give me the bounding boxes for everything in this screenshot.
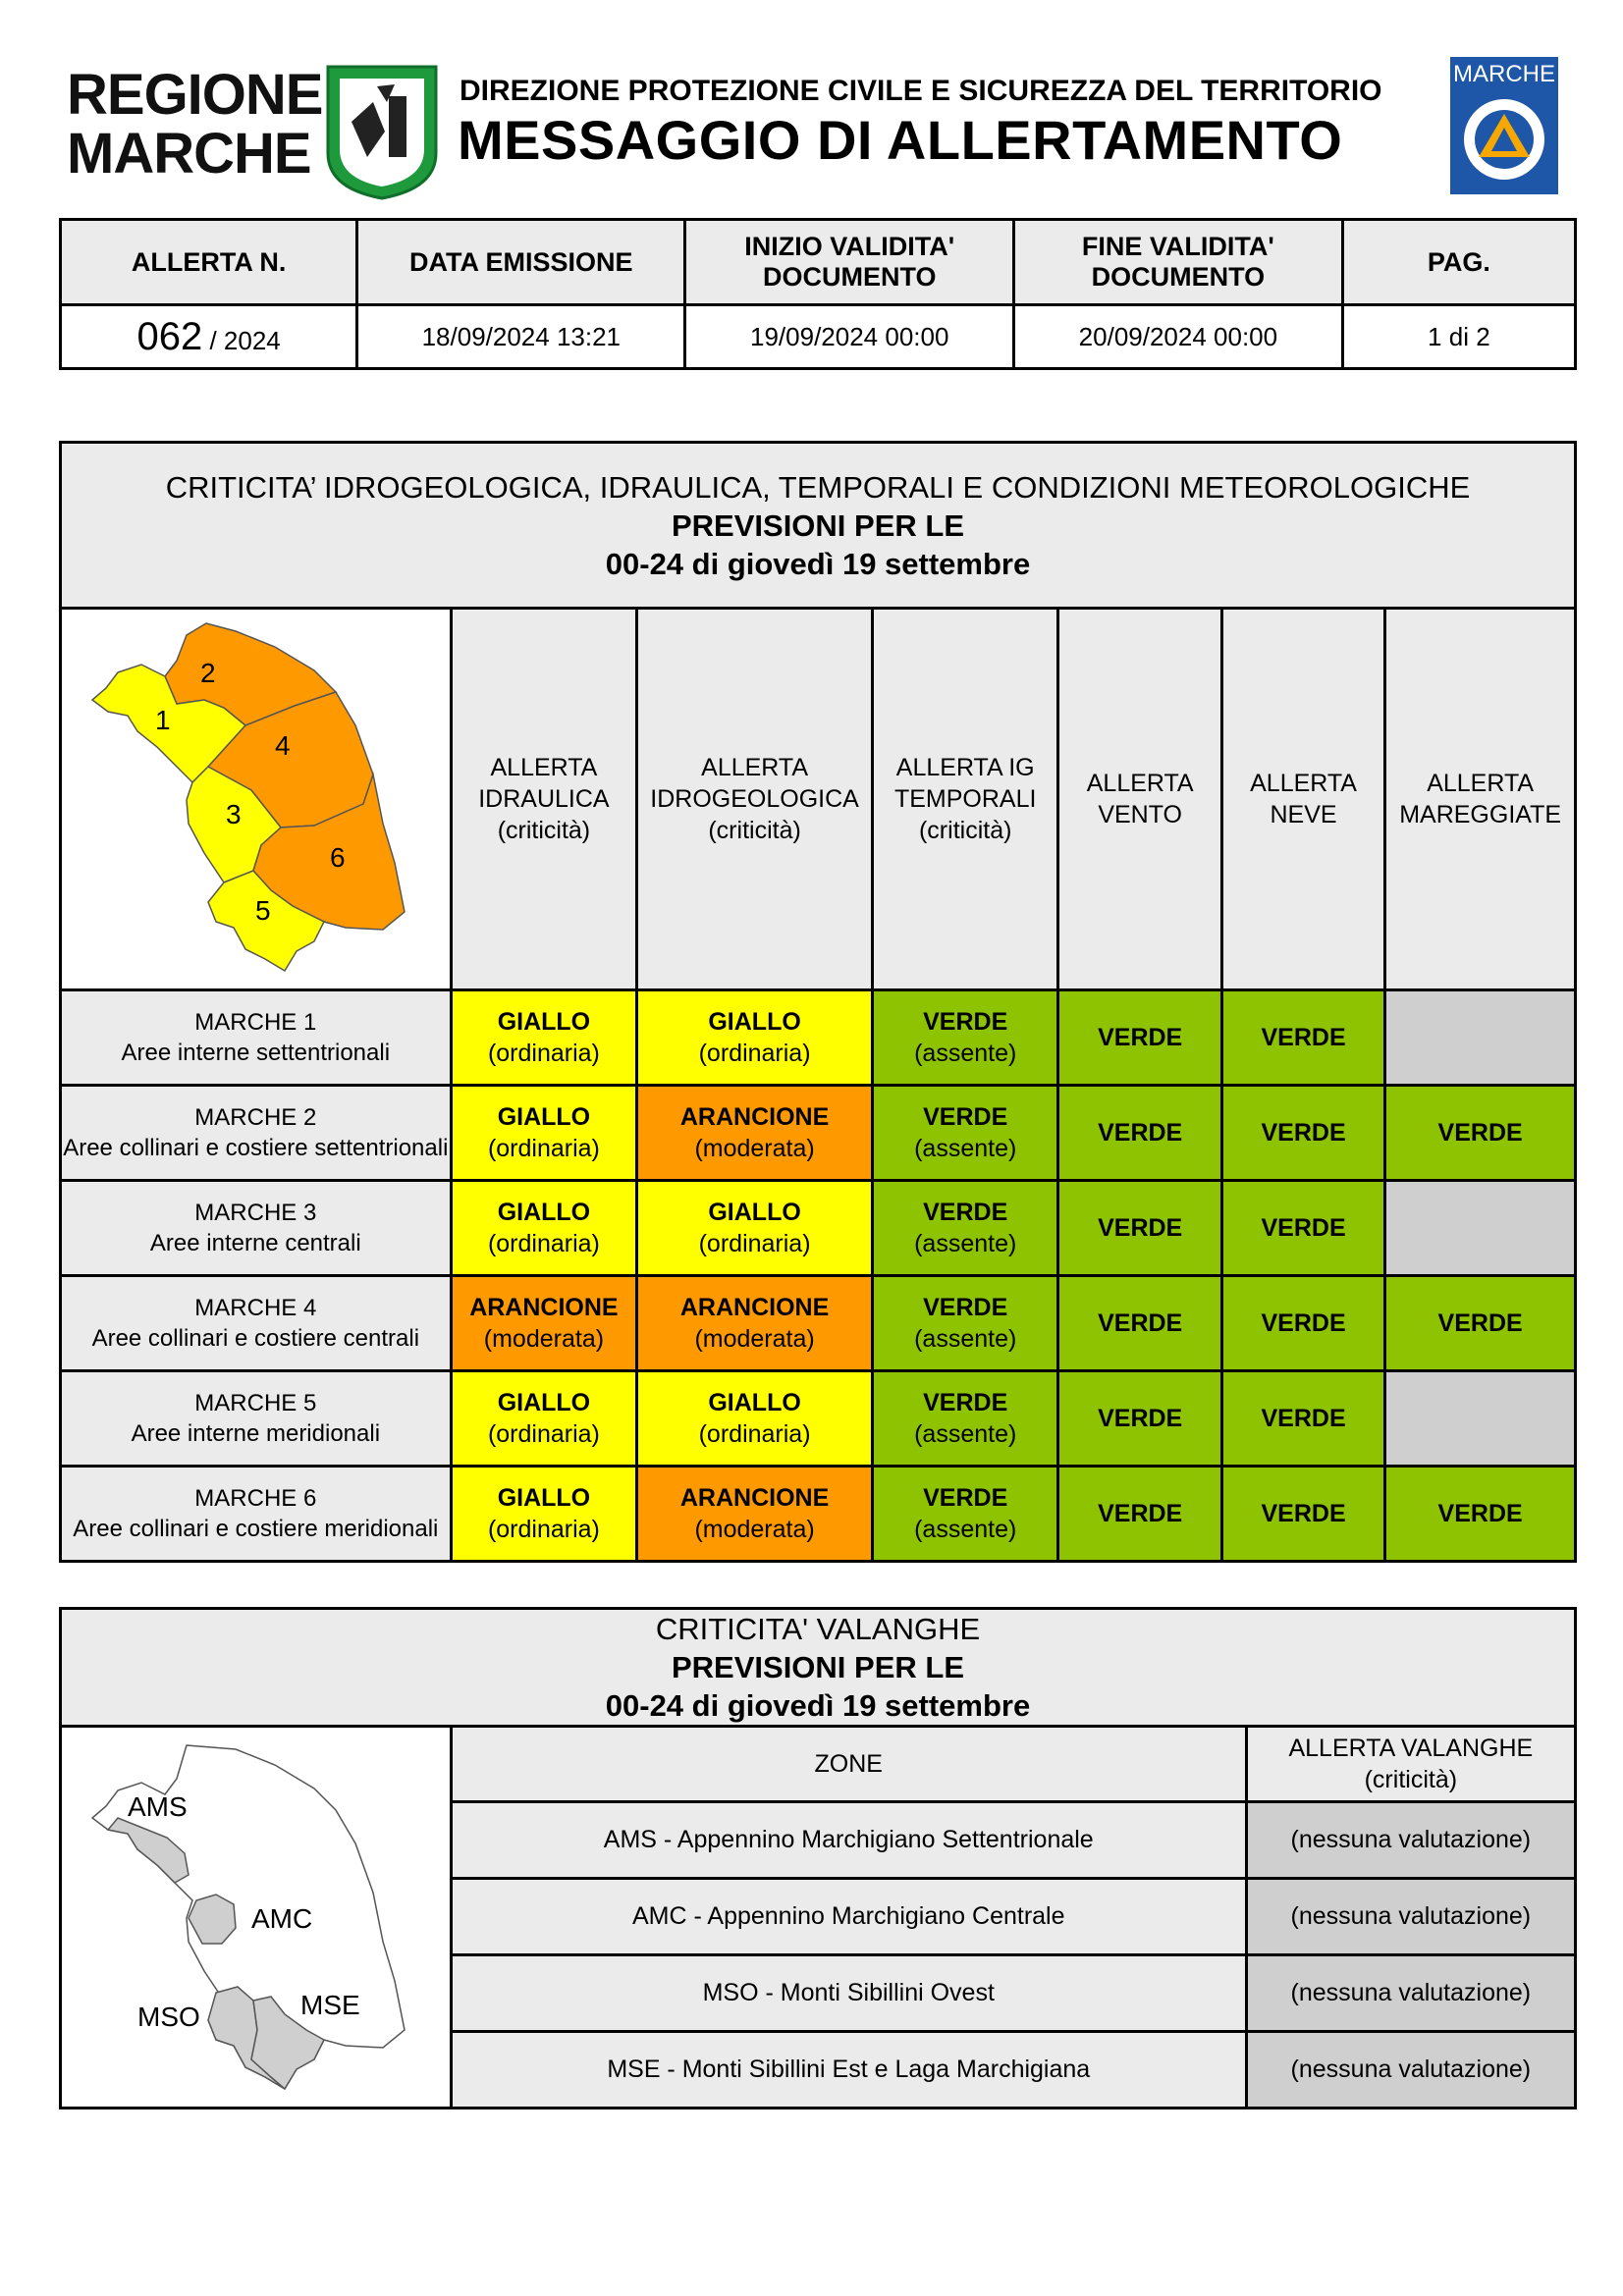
level-value: VERDE	[923, 1008, 1008, 1036]
col-header-line: TEMPORALI	[893, 785, 1037, 813]
level-temporali	[872, 1371, 1058, 1467]
map-label-mse: MSE	[300, 1990, 361, 2020]
col-header-idraulica	[451, 609, 637, 990]
level-value: VERDE	[923, 1484, 1008, 1512]
avalanche-alert-header-label: ALLERTA VALANGHE	[1288, 1735, 1534, 1762]
map-label-4: 4	[275, 730, 291, 761]
zone-alert-value: (nessuna valutazione)	[1246, 1802, 1575, 1879]
level-vento: VERDE	[1058, 1086, 1221, 1181]
level-temporali	[872, 1181, 1058, 1276]
zone-row	[61, 1181, 1576, 1276]
level-note: (ordinaria)	[698, 1040, 811, 1067]
level-note: (ordinaria)	[698, 1230, 811, 1257]
zone-description: Aree interne centrali	[149, 1230, 361, 1256]
level-idraulica	[451, 1276, 637, 1371]
level-note: (assente)	[914, 1325, 1017, 1353]
level-neve: VERDE	[1221, 1371, 1384, 1467]
zone-name: MARCHE 2	[194, 1104, 317, 1131]
logo-line1: REGIONE	[67, 63, 323, 127]
level-idraulica	[451, 1371, 637, 1467]
map-label-amc: AMC	[251, 1903, 313, 1934]
level-vento: VERDE	[1058, 1467, 1221, 1562]
zone-name: MSO - Monti Sibillini Ovest	[451, 1955, 1246, 2032]
regione-marche-logo	[67, 61, 445, 208]
zone-description: Aree interne settentrionali	[121, 1040, 391, 1066]
zone-row	[61, 1467, 1576, 1562]
zone-name: MARCHE 5	[194, 1390, 317, 1416]
level-value: ARANCIONE	[679, 1484, 830, 1512]
zone-row	[61, 1276, 1576, 1371]
zone-label-cell	[61, 1086, 452, 1181]
zone-label-cell	[61, 990, 452, 1086]
avalanche-alert-header-note: (criticità)	[1364, 1766, 1458, 1793]
alert-year: / 2024	[209, 325, 281, 355]
level-vento: VERDE	[1058, 990, 1221, 1086]
avalanche-period: 00-24 di giovedì 19 settembre	[605, 1688, 1031, 1723]
zone-name: MARCHE 4	[194, 1295, 317, 1321]
col-header-mareggiate	[1385, 609, 1576, 990]
level-temporali	[872, 1276, 1058, 1371]
level-neve: VERDE	[1221, 1467, 1384, 1562]
level-value: GIALLO	[497, 1199, 591, 1226]
department-name: DIREZIONE PROTEZIONE CIVILE E SICUREZZA DEL TERRITORIO	[460, 75, 1382, 107]
marche-zones-map	[79, 617, 432, 981]
level-temporali	[872, 1467, 1058, 1562]
level-note: (ordinaria)	[487, 1420, 600, 1448]
valid-to: 20/09/2024 00:00	[1014, 305, 1343, 369]
map-label-3: 3	[226, 799, 242, 829]
level-mareggiate: VERDE	[1385, 1086, 1576, 1181]
zone-map-cell	[61, 609, 452, 990]
zone-label-cell	[61, 1181, 452, 1276]
avalanche-alert-header	[1246, 1727, 1575, 1802]
badge-label: MARCHE	[1452, 61, 1555, 87]
level-note: (ordinaria)	[698, 1420, 811, 1448]
header-emission-date: DATA EMISSIONE	[357, 220, 685, 305]
level-idrogeologica	[637, 1086, 873, 1181]
map-label-1: 1	[155, 705, 171, 735]
hydro-period: 00-24 di giovedì 19 settembre	[605, 546, 1031, 581]
regione-marche-emblem-icon	[324, 63, 440, 200]
alert-info-table	[59, 218, 1577, 370]
level-value: ARANCIONE	[679, 1103, 830, 1131]
level-temporali	[872, 1086, 1058, 1181]
level-value: ARANCIONE	[469, 1294, 619, 1321]
level-idrogeologica	[637, 1371, 873, 1467]
level-mareggiate: VERDE	[1385, 1467, 1576, 1562]
level-value: VERDE	[923, 1103, 1008, 1131]
level-idraulica	[451, 990, 637, 1086]
hydro-title: CRITICITA’ IDROGEOLOGICA, IDRAULICA, TEMPORALI E CONDIZIONI METEOROLOGICHE	[165, 469, 1471, 505]
col-header-neve	[1221, 609, 1384, 990]
zone-label-cell	[61, 1467, 452, 1562]
zone-alert-value: (nessuna valutazione)	[1246, 1955, 1575, 2032]
avalanche-alert-table	[59, 1607, 1577, 2109]
level-value: GIALLO	[497, 1389, 591, 1416]
level-idrogeologica	[637, 1467, 873, 1562]
zone-name: MARCHE 6	[194, 1485, 317, 1512]
level-note: (assente)	[914, 1420, 1017, 1448]
level-value: VERDE	[923, 1294, 1008, 1321]
map-label-6: 6	[330, 842, 346, 873]
zone-row	[61, 1086, 1576, 1181]
col-header-line: ALLERTA	[490, 754, 598, 781]
zone-description: Aree collinari e costiere meridionali	[73, 1516, 439, 1542]
header-page: PAG.	[1342, 220, 1575, 305]
level-value: GIALLO	[708, 1389, 801, 1416]
zone-row	[61, 1371, 1576, 1467]
page-number: 1 di 2	[1342, 305, 1575, 369]
hydro-alert-table	[59, 441, 1577, 1563]
level-temporali	[872, 990, 1058, 1086]
avalanche-zones-map	[79, 1735, 432, 2099]
col-header-temporali	[872, 609, 1058, 990]
level-note: (ordinaria)	[487, 1230, 600, 1257]
level-note: (moderata)	[483, 1325, 605, 1353]
header-alert-number: ALLERTA N.	[61, 220, 357, 305]
level-value: VERDE	[923, 1199, 1008, 1226]
col-header-line: ALLERTA IG	[895, 754, 1035, 781]
document-title: MESSAGGIO DI ALLERTAMENTO	[458, 109, 1343, 171]
zone-name: MARCHE 1	[194, 1009, 317, 1036]
level-value: GIALLO	[497, 1103, 591, 1131]
col-header-line: (criticità)	[918, 817, 1012, 844]
level-mareggiate: VERDE	[1385, 1276, 1576, 1371]
level-idraulica	[451, 1467, 637, 1562]
zone-name: AMC - Appennino Marchigiano Centrale	[451, 1879, 1246, 1955]
map-label-ams: AMS	[128, 1791, 189, 1822]
level-idrogeologica	[637, 1181, 873, 1276]
level-neve: VERDE	[1221, 1181, 1384, 1276]
emission-date: 18/09/2024 13:21	[357, 305, 685, 369]
col-header-line: ALLERTA	[1250, 770, 1357, 797]
hydro-title-block	[61, 443, 1576, 609]
zone-description: Aree collinari e costiere settentrionali	[63, 1135, 449, 1161]
header-valid-to: FINE VALIDITA' DOCUMENTO	[1014, 220, 1343, 305]
col-header-line: ALLERTA	[1086, 770, 1194, 797]
level-note: (ordinaria)	[487, 1516, 600, 1543]
col-header-idrogeologica	[637, 609, 873, 990]
level-value: GIALLO	[708, 1008, 801, 1036]
zone-alert-value: (nessuna valutazione)	[1246, 2032, 1575, 2109]
col-header-line: ALLERTA	[701, 754, 808, 781]
col-header-line: VENTO	[1098, 801, 1182, 828]
level-mareggiate	[1385, 1181, 1576, 1276]
alert-number: 062	[136, 314, 203, 358]
level-note: (assente)	[914, 1516, 1017, 1543]
level-idraulica	[451, 1181, 637, 1276]
level-note: (moderata)	[694, 1516, 815, 1543]
zone-label-cell	[61, 1371, 452, 1467]
level-value: ARANCIONE	[679, 1294, 830, 1321]
level-neve: VERDE	[1221, 1086, 1384, 1181]
logo-line2: MARCHE	[67, 122, 311, 186]
level-note: (moderata)	[694, 1325, 815, 1353]
map-label-mso: MSO	[137, 2002, 201, 2032]
map-label-5: 5	[255, 895, 271, 926]
col-header-line: ALLERTA	[1427, 770, 1535, 797]
level-value: GIALLO	[708, 1199, 801, 1226]
zone-name: AMS - Appennino Marchigiano Settentrionale	[451, 1802, 1246, 1879]
level-mareggiate	[1385, 990, 1576, 1086]
avalanche-subtitle: PREVISIONI PER LE	[671, 1650, 964, 1684]
level-vento: VERDE	[1058, 1181, 1221, 1276]
level-idrogeologica	[637, 990, 873, 1086]
hydro-subtitle: PREVISIONI PER LE	[671, 507, 964, 543]
avalanche-title-block	[61, 1609, 1576, 1727]
level-idraulica	[451, 1086, 637, 1181]
col-header-line: MAREGGIATE	[1399, 801, 1562, 828]
level-note: (ordinaria)	[487, 1135, 600, 1162]
level-vento: VERDE	[1058, 1371, 1221, 1467]
header-valid-from: INIZIO VALIDITA' DOCUMENTO	[685, 220, 1014, 305]
col-header-line: NEVE	[1270, 801, 1337, 828]
zones-header: ZONE	[451, 1727, 1246, 1802]
level-vento: VERDE	[1058, 1276, 1221, 1371]
hydro-rows	[61, 990, 1576, 1562]
level-idrogeologica	[637, 1276, 873, 1371]
col-header-line: IDROGEOLOGICA	[650, 785, 859, 813]
level-value: GIALLO	[497, 1008, 591, 1036]
col-header-vento	[1058, 609, 1221, 990]
zone-name: MARCHE 3	[194, 1200, 317, 1226]
zone-name: MSE - Monti Sibillini Est e Laga Marchigiana	[451, 2032, 1246, 2109]
level-value: VERDE	[923, 1389, 1008, 1416]
avalanche-title: CRITICITA' VALANGHE	[655, 1612, 981, 1646]
level-neve: VERDE	[1221, 1276, 1384, 1371]
col-header-line: IDRAULICA	[478, 785, 610, 813]
protezione-civile-emblem-icon	[1460, 92, 1548, 187]
map-label-2: 2	[200, 658, 216, 688]
zone-description: Aree interne meridionali	[131, 1420, 381, 1447]
zone-row	[61, 990, 1576, 1086]
zone-alert-value: (nessuna valutazione)	[1246, 1879, 1575, 1955]
protezione-civile-logo	[1450, 57, 1558, 194]
level-note: (assente)	[914, 1135, 1017, 1162]
level-mareggiate	[1385, 1371, 1576, 1467]
col-header-line: (criticità)	[708, 817, 801, 844]
zone-label-cell	[61, 1276, 452, 1371]
avalanche-map-cell	[61, 1727, 452, 2109]
level-note: (assente)	[914, 1230, 1017, 1257]
valid-from: 19/09/2024 00:00	[685, 305, 1014, 369]
level-neve: VERDE	[1221, 990, 1384, 1086]
col-header-line: (criticità)	[497, 817, 591, 844]
level-note: (moderata)	[694, 1135, 815, 1162]
level-note: (assente)	[914, 1040, 1017, 1067]
alert-number-cell	[61, 305, 357, 369]
zone-description: Aree collinari e costiere centrali	[91, 1325, 420, 1352]
level-value: GIALLO	[497, 1484, 591, 1512]
level-note: (ordinaria)	[487, 1040, 600, 1067]
